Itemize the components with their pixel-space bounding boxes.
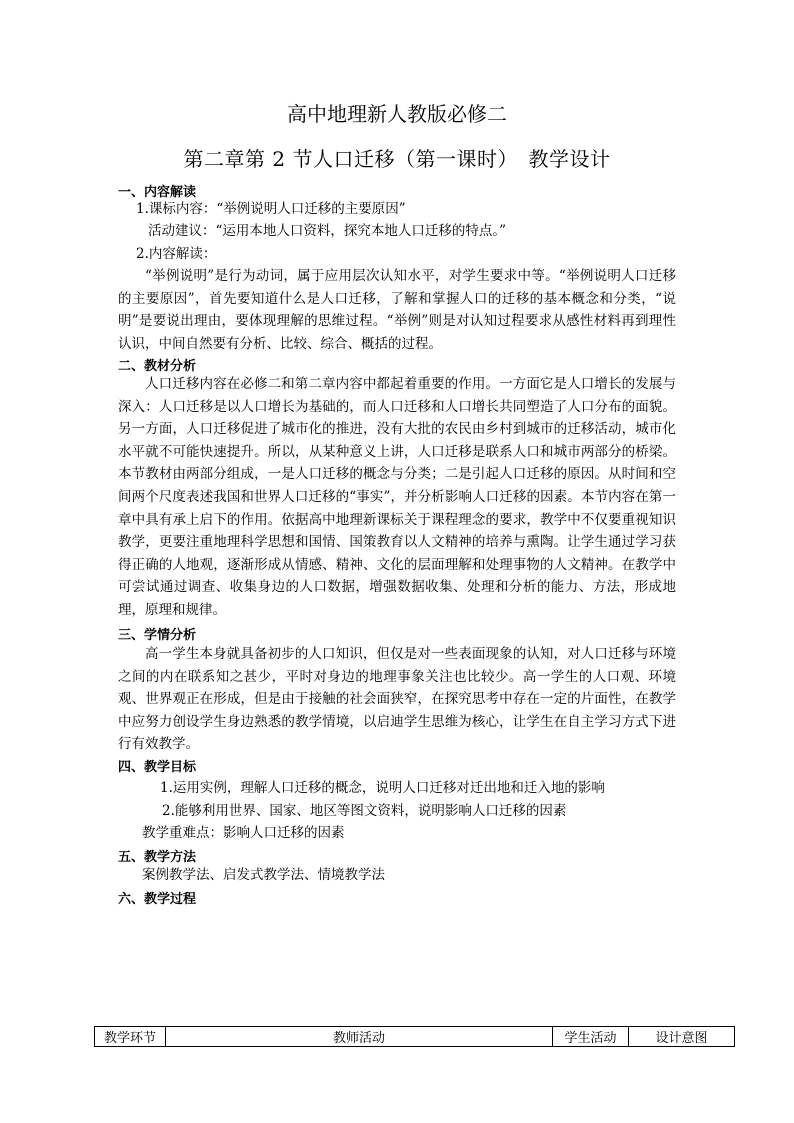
header-design-intent: 设计意图 (629, 1027, 735, 1047)
header-student-activity: 学生活动 (553, 1027, 629, 1047)
activity-suggestion: 活动建议：“运用本地人口资料，探究本地人口迁移的特点。” (148, 223, 507, 239)
section-2-heading: 二、教材分析 (118, 359, 197, 374)
curriculum-label: 1.课标内容： (136, 201, 217, 217)
header-teaching-stage: 教学环节 (95, 1027, 166, 1047)
section-6-heading: 六、教学过程 (118, 892, 197, 907)
document-title: 高中地理新人教版必修二 (287, 102, 507, 126)
curriculum-text: “举例说明人口迁移的主要原因” (216, 201, 406, 217)
key-difficulty: 教学重难点：影响人口迁移的因素 (142, 825, 345, 841)
section-4-heading: 四、教学目标 (118, 760, 197, 775)
teaching-process-table (94, 1026, 735, 1047)
section-1-heading: 一、内容解读 (118, 185, 197, 200)
header-teacher-activity: 教师活动 (166, 1027, 553, 1047)
content-interpretation-paragraph: “举例说明”是行为动词，属于应用层次认知水平，对学生要求中等。“举例说明人口迁移的主要原因”，首先要知道什么是人口迁移，了解和掌握人口的迁移的基本概念和分类，“说明”是要说出理由，要体现理解的思维过程。“举例”则是对认知过程要求从感性材料再到理性认识，中间自然要有分析、比较、综合、概括的过程。 (118, 268, 676, 352)
teaching-goal-2: 2.能够利用世界、国家、地区等图文资料，说明影响人口迁移的因素 (162, 803, 567, 819)
curriculum-content (136, 198, 406, 221)
section-5-heading: 五、教学方法 (118, 850, 197, 865)
table-header-row (95, 1027, 735, 1047)
section-3-heading: 三、学情分析 (118, 628, 197, 643)
student-analysis-paragraph: 高一学生本身就具备初步的人口知识，但仅是对一些表面现象的认知，对人口迁移与环境之间的内在联系知之甚少，平时对身边的地理事象关注也比较少。高一学生的人口观、环境观、世界观正在形成，但是由于接触的社会面狭窄，在探究思考中存在一定的片面性，在教学中应努力创设学生身边熟悉的教学情境，以启迪学生思维为核心，让学生在自主学习方式下进行有效教学。 (118, 646, 676, 753)
content-interpretation-label: 2.内容解读： (136, 246, 217, 262)
document-subtitle: 第二章第 2 节人口迁移（第一课时） 教学设计 (183, 147, 611, 171)
teaching-methods: 案例教学法、启发式教学法、情境教学法 (142, 867, 385, 883)
teaching-goal-1: 1.运用实例，理解人口迁移的概念，说明人口迁移对迁出地和迁入地的影响 (160, 780, 605, 796)
textbook-analysis-paragraph: 人口迁移内容在必修二和第二章内容中都起着重要的作用。一方面它是人口增长的发展与深入：人口迁移是以人口增长为基础的，而人口迁移和人口增长共同塑造了人口分布的面貌。另一方面，人口迁移促进了城市化的推进，没有大批的农民由乡村到城市的迁移活动，城市化水平就不可能快速提升。所以，从某种意义上讲，人口迁移是联系人口和城市两部分的桥梁。本节教材由两部分组成，一是人口迁移的概念与分类；二是引起人口迁移的原因。从时间和空间两个尺度表述我国和世界人口迁移的“事实”，并分析影响人口迁移的因素。本节内容在第一章中具有承上启下的作用。依据高中地理新课标关于课程理念的要求，教学中不仅要重视知识教学，更要注重地理科学思想和国情、国策教育以人文精神的培养与熏陶。让学生通过学习获得正确的人地观，逐渐形成从情感、精神、文化的层面理解和处理事物的人文精神。在教学中可尝试通过调查、收集身边的人口数据，增强数据收集、处理和分析的能力、方法，形成地理，原理和规律。 (118, 376, 676, 618)
